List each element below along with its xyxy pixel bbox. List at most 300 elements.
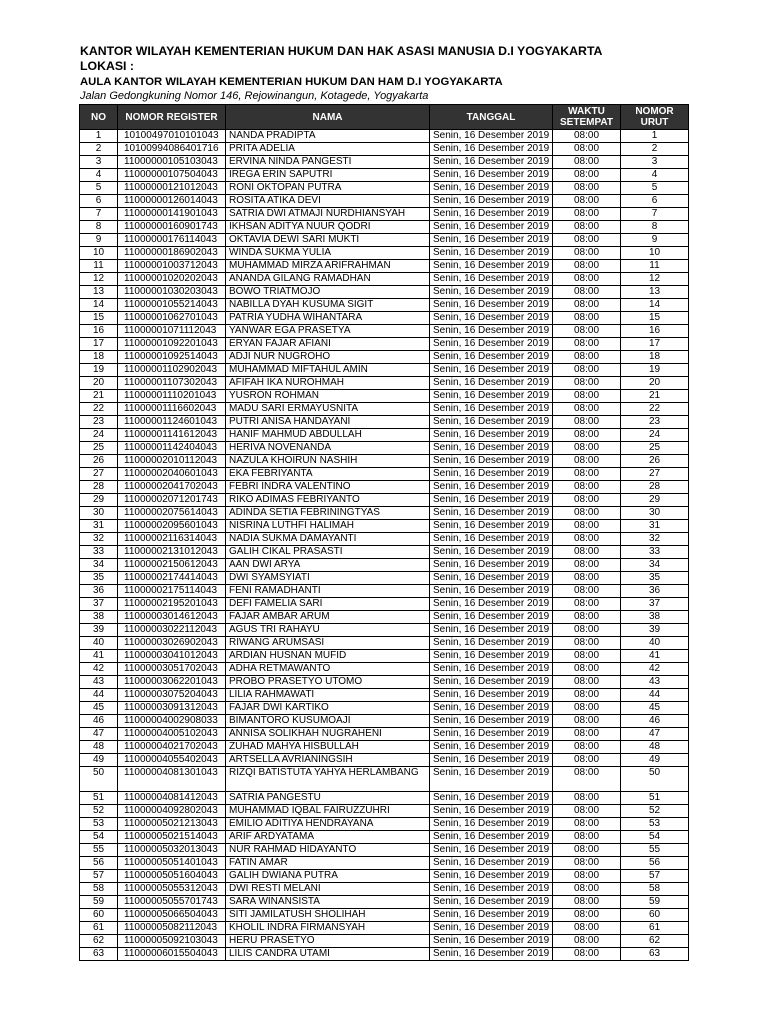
cell-date: Senin, 16 Desember 2019 <box>430 403 553 416</box>
cell-no: 54 <box>80 831 118 844</box>
cell-no: 17 <box>80 338 118 351</box>
cell-register-number: 11000005082112043 <box>118 922 226 935</box>
cell-order-number: 5 <box>621 182 689 195</box>
cell-register-number: 11000003014612043 <box>118 611 226 624</box>
table-row <box>80 221 689 234</box>
cell-order-number: 26 <box>621 455 689 468</box>
cell-order-number: 56 <box>621 857 689 870</box>
table-row <box>80 767 689 792</box>
cell-no: 10 <box>80 247 118 260</box>
cell-no: 31 <box>80 520 118 533</box>
cell-register-number: 11000001107302043 <box>118 377 226 390</box>
cell-name: ARDIAN HUSNAN MUFID <box>226 650 430 663</box>
cell-name: KHOLIL INDRA FIRMANSYAH <box>226 922 430 935</box>
cell-order-number: 48 <box>621 741 689 754</box>
table-row <box>80 208 689 221</box>
column-header-date: TANGGAL <box>430 105 553 130</box>
cell-name: NISRINA LUTHFI HALIMAH <box>226 520 430 533</box>
cell-name: HERU PRASETYO <box>226 935 430 948</box>
cell-no: 41 <box>80 650 118 663</box>
cell-name: RIWANG ARUMSASI <box>226 637 430 650</box>
cell-order-number: 13 <box>621 286 689 299</box>
table-row <box>80 273 689 286</box>
cell-register-number: 11000005051401043 <box>118 857 226 870</box>
cell-register-number: 11000000107504043 <box>118 169 226 182</box>
cell-order-number: 18 <box>621 351 689 364</box>
cell-no: 36 <box>80 585 118 598</box>
cell-order-number: 31 <box>621 520 689 533</box>
cell-order-number: 7 <box>621 208 689 221</box>
cell-time: 08:00 <box>553 883 621 896</box>
cell-order-number: 11 <box>621 260 689 273</box>
cell-name: PUTRI ANISA HANDAYANI <box>226 416 430 429</box>
cell-name: ARIF ARDYATAMA <box>226 831 430 844</box>
cell-register-number: 11000005055312043 <box>118 883 226 896</box>
cell-time: 08:00 <box>553 338 621 351</box>
cell-order-number: 50 <box>621 767 689 792</box>
cell-order-number: 36 <box>621 585 689 598</box>
cell-time: 08:00 <box>553 909 621 922</box>
cell-time: 08:00 <box>553 507 621 520</box>
cell-time: 08:00 <box>553 728 621 741</box>
cell-register-number: 11000002116314043 <box>118 533 226 546</box>
cell-time: 08:00 <box>553 896 621 909</box>
cell-date: Senin, 16 Desember 2019 <box>430 792 553 805</box>
cell-order-number: 34 <box>621 559 689 572</box>
cell-register-number: 11000002071201743 <box>118 494 226 507</box>
cell-register-number: 11000002010112043 <box>118 455 226 468</box>
cell-register-number: 11000004021702043 <box>118 741 226 754</box>
table-row <box>80 143 689 156</box>
cell-time: 08:00 <box>553 767 621 792</box>
table-row <box>80 883 689 896</box>
table-row <box>80 481 689 494</box>
cell-no: 56 <box>80 857 118 870</box>
cell-register-number: 11000002174414043 <box>118 572 226 585</box>
cell-register-number: 11000001030203043 <box>118 286 226 299</box>
cell-order-number: 42 <box>621 663 689 676</box>
cell-no: 28 <box>80 481 118 494</box>
cell-date: Senin, 16 Desember 2019 <box>430 870 553 883</box>
cell-register-number: 11000004005102043 <box>118 728 226 741</box>
cell-name: NABILLA DYAH KUSUMA SIGIT <box>226 299 430 312</box>
cell-no: 23 <box>80 416 118 429</box>
cell-no: 52 <box>80 805 118 818</box>
table-row <box>80 754 689 767</box>
cell-time: 08:00 <box>553 208 621 221</box>
column-header-local-time: WAKTU SETEMPAT <box>553 105 621 130</box>
cell-date: Senin, 16 Desember 2019 <box>430 442 553 455</box>
cell-date: Senin, 16 Desember 2019 <box>430 805 553 818</box>
cell-time: 08:00 <box>553 546 621 559</box>
cell-date: Senin, 16 Desember 2019 <box>430 390 553 403</box>
cell-register-number: 11000004002908033 <box>118 715 226 728</box>
cell-time: 08:00 <box>553 715 621 728</box>
cell-no: 5 <box>80 182 118 195</box>
cell-no: 42 <box>80 663 118 676</box>
cell-order-number: 53 <box>621 818 689 831</box>
cell-register-number: 11000001102902043 <box>118 364 226 377</box>
table-row <box>80 805 689 818</box>
cell-name: ADINDA SETIA FEBRININGTYAS <box>226 507 430 520</box>
cell-no: 13 <box>80 286 118 299</box>
table-row <box>80 169 689 182</box>
cell-register-number: 11000001110201043 <box>118 390 226 403</box>
cell-name: PATRIA YUDHA WIHANTARA <box>226 312 430 325</box>
cell-name: ANNISA SOLIKHAH NUGRAHENI <box>226 728 430 741</box>
table-row <box>80 922 689 935</box>
cell-no: 24 <box>80 429 118 442</box>
table-row <box>80 728 689 741</box>
cell-name: IKHSAN ADITYA NUUR QODRI <box>226 221 430 234</box>
cell-name: MUHAMMAD MIRZA ARIFRAHMAN <box>226 260 430 273</box>
cell-order-number: 46 <box>621 715 689 728</box>
cell-date: Senin, 16 Desember 2019 <box>430 130 553 143</box>
cell-register-number: 11000004055402043 <box>118 754 226 767</box>
cell-no: 51 <box>80 792 118 805</box>
table-row <box>80 182 689 195</box>
cell-name: RIZQI BATISTUTA YAHYA HERLAMBANG <box>226 767 430 792</box>
cell-time: 08:00 <box>553 156 621 169</box>
table-row <box>80 637 689 650</box>
cell-name: HANIF MAHMUD ABDULLAH <box>226 429 430 442</box>
cell-time: 08:00 <box>553 650 621 663</box>
table-row <box>80 468 689 481</box>
cell-time: 08:00 <box>553 403 621 416</box>
cell-time: 08:00 <box>553 312 621 325</box>
cell-order-number: 61 <box>621 922 689 935</box>
cell-order-number: 37 <box>621 598 689 611</box>
cell-time: 08:00 <box>553 624 621 637</box>
table-row <box>80 948 689 961</box>
table-row <box>80 741 689 754</box>
cell-name: EMILIO ADITIYA HENDRAYANA <box>226 818 430 831</box>
cell-register-number: 11000006015504043 <box>118 948 226 961</box>
cell-no: 60 <box>80 909 118 922</box>
cell-no: 55 <box>80 844 118 857</box>
office-title: KANTOR WILAYAH KEMENTERIAN HUKUM DAN HAK ASASI MANUSIA D.I YOGYAKARTA <box>80 44 603 58</box>
column-header-name: NAMA <box>226 105 430 130</box>
cell-date: Senin, 16 Desember 2019 <box>430 234 553 247</box>
cell-name: SARA WINANSISTA <box>226 896 430 909</box>
cell-no: 37 <box>80 598 118 611</box>
cell-date: Senin, 16 Desember 2019 <box>430 728 553 741</box>
cell-time: 08:00 <box>553 325 621 338</box>
cell-date: Senin, 16 Desember 2019 <box>430 754 553 767</box>
cell-register-number: 11000001092514043 <box>118 351 226 364</box>
cell-name: FEBRI INDRA VALENTINO <box>226 481 430 494</box>
cell-time: 08:00 <box>553 533 621 546</box>
cell-no: 30 <box>80 507 118 520</box>
cell-name: AGUS TRI RAHAYU <box>226 624 430 637</box>
cell-order-number: 16 <box>621 325 689 338</box>
cell-no: 11 <box>80 260 118 273</box>
cell-time: 08:00 <box>553 351 621 364</box>
cell-register-number: 11000002175114043 <box>118 585 226 598</box>
cell-time: 08:00 <box>553 585 621 598</box>
table-row <box>80 870 689 883</box>
cell-date: Senin, 16 Desember 2019 <box>430 857 553 870</box>
table-row <box>80 559 689 572</box>
cell-order-number: 55 <box>621 844 689 857</box>
cell-date: Senin, 16 Desember 2019 <box>430 481 553 494</box>
cell-date: Senin, 16 Desember 2019 <box>430 533 553 546</box>
cell-time: 08:00 <box>553 572 621 585</box>
location-label: LOKASI : <box>80 59 134 73</box>
cell-time: 08:00 <box>553 741 621 754</box>
cell-order-number: 10 <box>621 247 689 260</box>
cell-register-number: 11000004081301043 <box>118 767 226 792</box>
cell-no: 22 <box>80 403 118 416</box>
cell-order-number: 44 <box>621 689 689 702</box>
cell-name: DWI SYAMSYIATI <box>226 572 430 585</box>
table-row <box>80 442 689 455</box>
cell-date: Senin, 16 Desember 2019 <box>430 520 553 533</box>
table-row <box>80 390 689 403</box>
cell-name: LILIA RAHMAWATI <box>226 689 430 702</box>
cell-time: 08:00 <box>553 260 621 273</box>
cell-date: Senin, 16 Desember 2019 <box>430 844 553 857</box>
cell-time: 08:00 <box>553 481 621 494</box>
cell-register-number: 11000005032013043 <box>118 844 226 857</box>
cell-date: Senin, 16 Desember 2019 <box>430 559 553 572</box>
cell-time: 08:00 <box>553 805 621 818</box>
cell-time: 08:00 <box>553 455 621 468</box>
cell-no: 7 <box>80 208 118 221</box>
cell-name: NAZULA KHOIRUN NASHIH <box>226 455 430 468</box>
table-row <box>80 351 689 364</box>
cell-no: 29 <box>80 494 118 507</box>
participant-table <box>79 104 689 961</box>
table-row <box>80 260 689 273</box>
table-row <box>80 611 689 624</box>
cell-no: 46 <box>80 715 118 728</box>
cell-no: 27 <box>80 468 118 481</box>
cell-date: Senin, 16 Desember 2019 <box>430 364 553 377</box>
cell-time: 08:00 <box>553 247 621 260</box>
cell-time: 08:00 <box>553 429 621 442</box>
cell-time: 08:00 <box>553 637 621 650</box>
document-header <box>80 44 700 103</box>
cell-no: 6 <box>80 195 118 208</box>
cell-register-number: 11000000160901743 <box>118 221 226 234</box>
table-row <box>80 624 689 637</box>
cell-register-number: 11000000126014043 <box>118 195 226 208</box>
cell-order-number: 30 <box>621 507 689 520</box>
cell-order-number: 1 <box>621 130 689 143</box>
cell-date: Senin, 16 Desember 2019 <box>430 715 553 728</box>
cell-register-number: 11000001003712043 <box>118 260 226 273</box>
cell-time: 08:00 <box>553 754 621 767</box>
cell-register-number: 11000005021213043 <box>118 818 226 831</box>
cell-date: Senin, 16 Desember 2019 <box>430 143 553 156</box>
cell-date: Senin, 16 Desember 2019 <box>430 507 553 520</box>
cell-time: 08:00 <box>553 221 621 234</box>
cell-order-number: 39 <box>621 624 689 637</box>
cell-date: Senin, 16 Desember 2019 <box>430 818 553 831</box>
cell-time: 08:00 <box>553 520 621 533</box>
cell-no: 21 <box>80 390 118 403</box>
venue-address: Jalan Gedongkuning Nomor 146, Rejowinangun, Kotagede, Yogyakarta <box>80 90 429 102</box>
cell-name: PRITA ADELIA <box>226 143 430 156</box>
cell-register-number: 11000002040601043 <box>118 468 226 481</box>
cell-no: 4 <box>80 169 118 182</box>
cell-register-number: 10100497010101043 <box>118 130 226 143</box>
cell-time: 08:00 <box>553 598 621 611</box>
cell-register-number: 11000003051702043 <box>118 663 226 676</box>
cell-register-number: 11000001092201043 <box>118 338 226 351</box>
cell-time: 08:00 <box>553 130 621 143</box>
cell-date: Senin, 16 Desember 2019 <box>430 883 553 896</box>
cell-order-number: 29 <box>621 494 689 507</box>
cell-name: DEFI FAMELIA SARI <box>226 598 430 611</box>
cell-date: Senin, 16 Desember 2019 <box>430 611 553 624</box>
cell-date: Senin, 16 Desember 2019 <box>430 325 553 338</box>
cell-order-number: 57 <box>621 870 689 883</box>
cell-register-number: 11000000105103043 <box>118 156 226 169</box>
cell-name: ARTSELLA AVRIANINGSIH <box>226 754 430 767</box>
cell-time: 08:00 <box>553 299 621 312</box>
cell-order-number: 20 <box>621 377 689 390</box>
cell-register-number: 11000001124601043 <box>118 416 226 429</box>
cell-order-number: 51 <box>621 792 689 805</box>
cell-order-number: 12 <box>621 273 689 286</box>
cell-order-number: 45 <box>621 702 689 715</box>
cell-register-number: 11000000141901043 <box>118 208 226 221</box>
cell-no: 9 <box>80 234 118 247</box>
cell-order-number: 54 <box>621 831 689 844</box>
cell-order-number: 6 <box>621 195 689 208</box>
cell-date: Senin, 16 Desember 2019 <box>430 689 553 702</box>
cell-order-number: 8 <box>621 221 689 234</box>
cell-name: AFIFAH IKA NUROHMAH <box>226 377 430 390</box>
cell-register-number: 11000002195201043 <box>118 598 226 611</box>
table-row <box>80 702 689 715</box>
cell-no: 25 <box>80 442 118 455</box>
cell-register-number: 11000001055214043 <box>118 299 226 312</box>
cell-date: Senin, 16 Desember 2019 <box>430 195 553 208</box>
cell-name: NADIA SUKMA DAMAYANTI <box>226 533 430 546</box>
cell-date: Senin, 16 Desember 2019 <box>430 741 553 754</box>
cell-register-number: 11000005051604043 <box>118 870 226 883</box>
cell-order-number: 2 <box>621 143 689 156</box>
cell-name: YANWAR EGA PRASETYA <box>226 325 430 338</box>
cell-no: 1 <box>80 130 118 143</box>
cell-order-number: 58 <box>621 883 689 896</box>
table-row <box>80 572 689 585</box>
table-row <box>80 844 689 857</box>
cell-name: ANANDA GILANG RAMADHAN <box>226 273 430 286</box>
table-row <box>80 195 689 208</box>
cell-time: 08:00 <box>553 468 621 481</box>
cell-time: 08:00 <box>553 377 621 390</box>
cell-no: 32 <box>80 533 118 546</box>
cell-time: 08:00 <box>553 143 621 156</box>
cell-register-number: 11000002131012043 <box>118 546 226 559</box>
cell-no: 26 <box>80 455 118 468</box>
cell-date: Senin, 16 Desember 2019 <box>430 650 553 663</box>
cell-no: 34 <box>80 559 118 572</box>
cell-order-number: 9 <box>621 234 689 247</box>
cell-order-number: 21 <box>621 390 689 403</box>
cell-register-number: 11000001071112043 <box>118 325 226 338</box>
cell-name: DWI RESTI MELANI <box>226 883 430 896</box>
table-row <box>80 299 689 312</box>
table-row <box>80 377 689 390</box>
cell-name: ROSITA ATIKA DEVI <box>226 195 430 208</box>
venue-name: AULA KANTOR WILAYAH KEMENTERIAN HUKUM DAN HAM D.I YOGYAKARTA <box>80 76 503 88</box>
cell-name: FAJAR DWI KARTIKO <box>226 702 430 715</box>
cell-date: Senin, 16 Desember 2019 <box>430 312 553 325</box>
cell-no: 63 <box>80 948 118 961</box>
cell-order-number: 62 <box>621 935 689 948</box>
table-row <box>80 650 689 663</box>
cell-order-number: 35 <box>621 572 689 585</box>
cell-date: Senin, 16 Desember 2019 <box>430 260 553 273</box>
cell-no: 14 <box>80 299 118 312</box>
table-row <box>80 935 689 948</box>
cell-time: 08:00 <box>553 559 621 572</box>
cell-date: Senin, 16 Desember 2019 <box>430 351 553 364</box>
cell-date: Senin, 16 Desember 2019 <box>430 598 553 611</box>
cell-no: 58 <box>80 883 118 896</box>
cell-no: 18 <box>80 351 118 364</box>
cell-date: Senin, 16 Desember 2019 <box>430 156 553 169</box>
cell-order-number: 23 <box>621 416 689 429</box>
table-row <box>80 792 689 805</box>
column-header-no: NO <box>80 105 118 130</box>
cell-register-number: 11000002075614043 <box>118 507 226 520</box>
cell-name: AAN DWI ARYA <box>226 559 430 572</box>
cell-name: FAJAR AMBAR ARUM <box>226 611 430 624</box>
cell-time: 08:00 <box>553 234 621 247</box>
table-row <box>80 663 689 676</box>
cell-date: Senin, 16 Desember 2019 <box>430 663 553 676</box>
table-row <box>80 130 689 143</box>
cell-date: Senin, 16 Desember 2019 <box>430 935 553 948</box>
cell-time: 08:00 <box>553 792 621 805</box>
cell-name: RONI OKTOPAN PUTRA <box>226 182 430 195</box>
table-header-row <box>80 105 689 130</box>
cell-no: 53 <box>80 818 118 831</box>
cell-time: 08:00 <box>553 818 621 831</box>
cell-no: 8 <box>80 221 118 234</box>
cell-no: 44 <box>80 689 118 702</box>
table-row <box>80 494 689 507</box>
table-row <box>80 455 689 468</box>
cell-date: Senin, 16 Desember 2019 <box>430 247 553 260</box>
cell-register-number: 11000005066504043 <box>118 909 226 922</box>
table-row <box>80 676 689 689</box>
table-row <box>80 715 689 728</box>
cell-date: Senin, 16 Desember 2019 <box>430 909 553 922</box>
table-row <box>80 429 689 442</box>
cell-no: 57 <box>80 870 118 883</box>
cell-no: 59 <box>80 896 118 909</box>
cell-date: Senin, 16 Desember 2019 <box>430 572 553 585</box>
cell-name: SITI JAMILATUSH SHOLIHAH <box>226 909 430 922</box>
cell-no: 48 <box>80 741 118 754</box>
cell-order-number: 32 <box>621 533 689 546</box>
table-row <box>80 364 689 377</box>
cell-no: 12 <box>80 273 118 286</box>
cell-name: RIKO ADIMAS FEBRIYANTO <box>226 494 430 507</box>
cell-register-number: 11000002095601043 <box>118 520 226 533</box>
table-row <box>80 818 689 831</box>
cell-name: MUHAMMAD IQBAL FAIRUZZUHRI <box>226 805 430 818</box>
cell-register-number: 11000004081412043 <box>118 792 226 805</box>
cell-time: 08:00 <box>553 494 621 507</box>
